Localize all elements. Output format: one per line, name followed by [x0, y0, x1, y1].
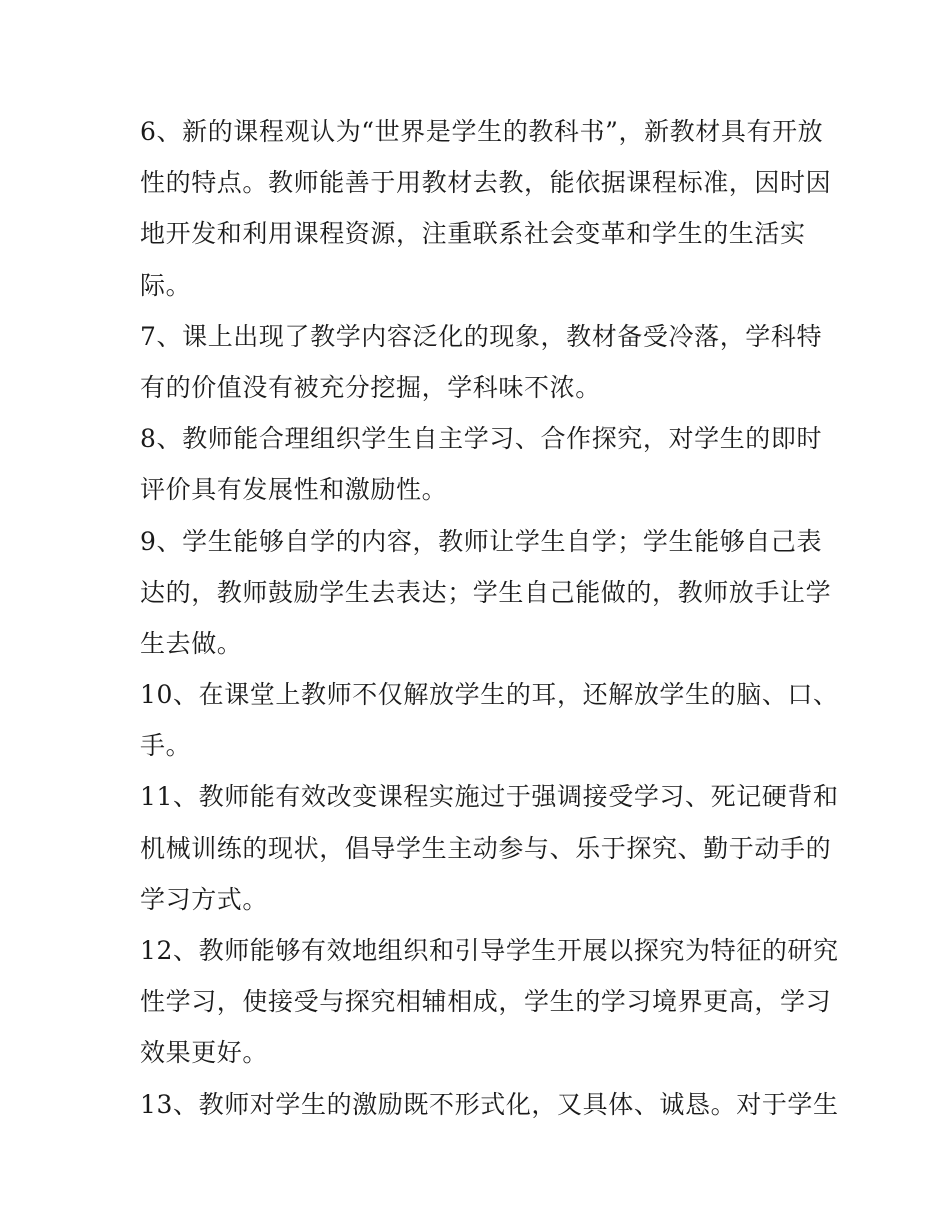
paragraph-item-10 — [140, 669, 839, 771]
text-line: 地开发和利用课程资源，注重联系社会变革和学生的生活实 — [140, 219, 806, 249]
text-line: 有的价值没有被充分挖掘，学科味不浓。 — [140, 372, 601, 402]
text-line: 11、教师能有效改变课程实施过于强调接受学习、死记硬背和 — [140, 782, 839, 812]
paragraph-item-9 — [140, 516, 832, 670]
text-line: 评价具有发展性和激励性。 — [140, 475, 448, 505]
text-line: 10、在课堂上教师不仅解放学生的耳，还解放学生的脑、口、 — [140, 680, 839, 710]
text-line: 性的特点。教师能善于用教材去教，能依据课程标准，因时因 — [140, 168, 832, 198]
text-line: 手。 — [140, 731, 192, 761]
text-line: 际。 — [140, 270, 192, 300]
document-body — [140, 106, 839, 1130]
text-line: 7、课上出现了教学内容泛化的现象，教材备受冷落，学科特 — [140, 321, 823, 351]
text-line: 8、教师能合理组织学生自主学习、合作探究，对学生的即时 — [140, 424, 823, 454]
paragraph-item-8 — [140, 413, 823, 515]
text-line: 性学习，使接受与探究相辅相成，学生的学习境界更高，学习 — [140, 987, 832, 1017]
text-line: 12、教师能够有效地组织和引导学生开展以探究为特征的研究 — [140, 936, 839, 965]
text-line: 机械训练的现状，倡导学生主动参与、乐于探究、勤于动手的 — [140, 833, 832, 863]
text-line: 学习方式。 — [140, 884, 269, 914]
text-line: 13、教师对学生的激励既不形式化，又具体、诚恳。对于学生 — [140, 1089, 839, 1119]
paragraph-item-11 — [140, 771, 839, 925]
text-line: 生去做。 — [140, 628, 243, 658]
text-line: 达的，教师鼓励学生去表达；学生自己能做的，教师放手让学 — [140, 577, 832, 607]
paragraph-item-13 — [140, 1079, 839, 1130]
paragraph-item-7 — [140, 311, 823, 413]
text-line: 效果更好。 — [140, 1038, 269, 1068]
paragraph-item-12 — [140, 925, 839, 1079]
text-line: 6、新的课程观认为“世界是学生的教科书”，新教材具有开放 — [140, 117, 824, 146]
paragraph-item-6 — [140, 106, 832, 311]
text-line: 9、学生能够自学的内容，教师让学生自学；学生能够自己表 — [140, 526, 823, 556]
